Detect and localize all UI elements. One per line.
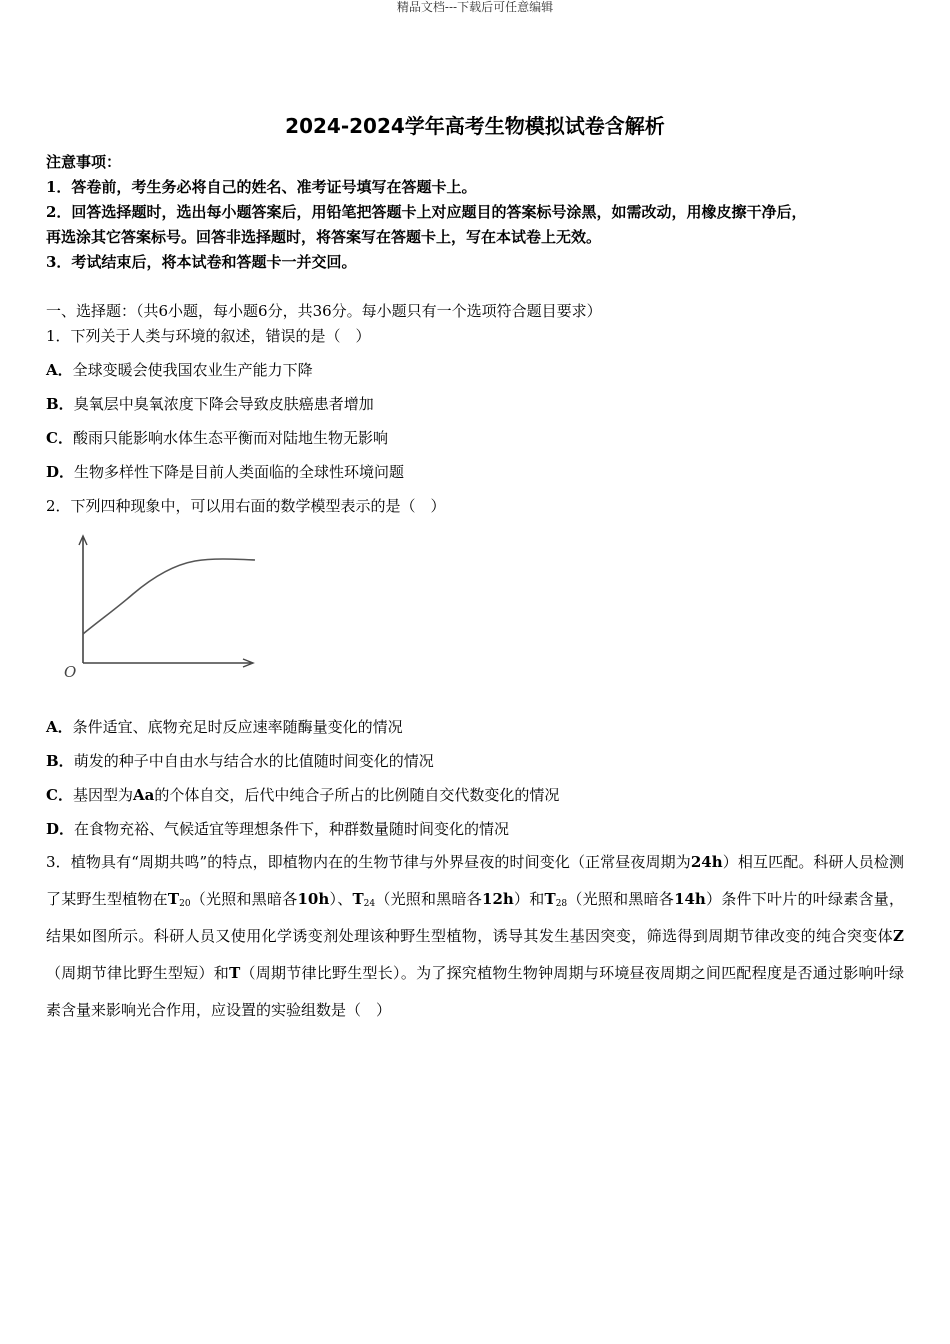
question-2-option-c: [46, 785, 559, 805]
option-label: A．: [46, 718, 73, 736]
q3-condition-sub: 20: [179, 899, 191, 909]
question-1-stem: 1．下列关于人类与环境的叙述，错误的是（ ）: [46, 327, 371, 345]
option-text: 生物多样性下降是目前人类面临的全球性环境问题: [74, 463, 405, 481]
question-1-option-a: [46, 360, 313, 380]
question-2-option-a: [46, 717, 403, 737]
q3-condition: T: [352, 890, 364, 908]
q3-condition: T: [167, 890, 180, 908]
section-heading: 一、选择题：（共6小题，每小题6分，共36分。每小题只有一个选项符合题目要求）: [46, 302, 602, 320]
header-note: 精品文档---下载后可任意编辑: [396, 0, 554, 14]
option-label: B．: [46, 752, 74, 770]
option-text: 萌发的种子中自由水与结合水的比值随时间变化的情况: [73, 752, 434, 770]
notice-heading: 注意事项：: [46, 153, 122, 171]
math-model-graph: [55, 532, 270, 682]
q3-hours: 12h: [482, 890, 514, 908]
page-title: 2024-2024学年高考生物模拟试卷含解析: [285, 114, 665, 138]
q3-text: （周期节律比野生型短）和: [46, 964, 230, 982]
question-2-option-d: [46, 819, 509, 839]
question-2-stem: 2．下列四种现象中，可以用右面的数学模型表示的是（ ）: [46, 497, 446, 515]
q3-text: （光照和黑暗各: [190, 890, 298, 908]
question-1-option-c: [46, 428, 388, 448]
q3-text: ）、: [329, 890, 353, 908]
q3-condition: T: [544, 890, 556, 908]
question-1-option-d: [46, 462, 404, 482]
q3-text: （光照和黑暗各: [567, 890, 675, 908]
question-3-stem: [46, 844, 904, 1029]
q3-text: ）相互匹配。科研人员检测了某野生型植物在: [46, 853, 904, 908]
notice-item-3: 3．考试结束后，将本试卷和答题卡一并交回。: [46, 253, 357, 271]
origin-label: O: [64, 663, 77, 681]
option-text: 酸雨只能影响水体生态平衡而对陆地生物无影响: [72, 429, 388, 447]
option-label: D．: [46, 463, 75, 481]
option-label: C．: [46, 429, 73, 447]
q3-text: ）和: [513, 890, 545, 908]
option-text: 全球变暖会使我国农业生产能力下降: [72, 361, 313, 379]
notice-item-1: 1．答卷前，考生务必将自己的姓名、准考证号填写在答题卡上。: [46, 178, 477, 196]
option-label: A．: [46, 361, 73, 379]
option-text: 基因型为: [72, 786, 133, 804]
q3-text: （光照和黑暗各: [375, 890, 483, 908]
option-text: 条件适宜、底物充足时反应速率随酶量变化的情况: [72, 718, 403, 736]
option-text: 在食物充裕、气候适宜等理想条件下，种群数量随时间变化的情况: [74, 820, 510, 838]
q3-hours: 14h: [674, 890, 706, 908]
q3-text: ）条件下叶片的叶绿素含量，结果如图所示。科研人员又使用化学诱变剂处理该种野生型植物，诱导其发生基因突变，筛选得到周期节律改变的纯合突变体: [46, 890, 904, 945]
option-text: 臭氧层中臭氧浓度下降会导致皮肤癌患者增加: [73, 395, 374, 413]
option-label: C．: [46, 786, 73, 804]
notice-item-2-line-2: 再选涂其它答案标号。回答非选择题时，将答案写在答题卡上，写在本试卷上无效。: [46, 228, 602, 246]
q3-mutant-t: T: [229, 964, 241, 982]
q3-text: （周期节律比野生型长）。为了探究植物生物钟周期与环境昼夜周期之间匹配程度是否通过影响叶绿素含量来影响光合作用，应设置的实验组数是（ ）: [46, 964, 904, 1019]
q3-condition-sub: 24: [363, 899, 376, 909]
option-text: 的个体自交，后代中纯合子所占的比例随自交代数变化的情况: [154, 786, 560, 804]
saturation-curve: [83, 559, 255, 634]
q3-hours: 10h: [297, 890, 330, 908]
question-2-option-b: [46, 751, 434, 771]
q3-condition-sub: 28: [555, 899, 568, 909]
q3-mutant-z: Z: [893, 927, 904, 945]
notice-item-2-line-1: 2．回答选择题时，选出每小题答案后，用铅笔把答题卡上对应题目的答案标号涂黑，如需改动，用橡皮擦干净后，: [46, 203, 807, 221]
genotype-aa: Aa: [132, 786, 155, 804]
q3-period: 24h: [690, 853, 723, 871]
option-label: B．: [46, 395, 74, 413]
question-1-option-b: [46, 394, 374, 414]
q3-text: 3．植物具有“周期共鸣”的特点，即植物内在的生物节律与外界昼夜的时间变化（正常昼夜周期为: [46, 853, 691, 871]
option-label: D．: [46, 820, 75, 838]
